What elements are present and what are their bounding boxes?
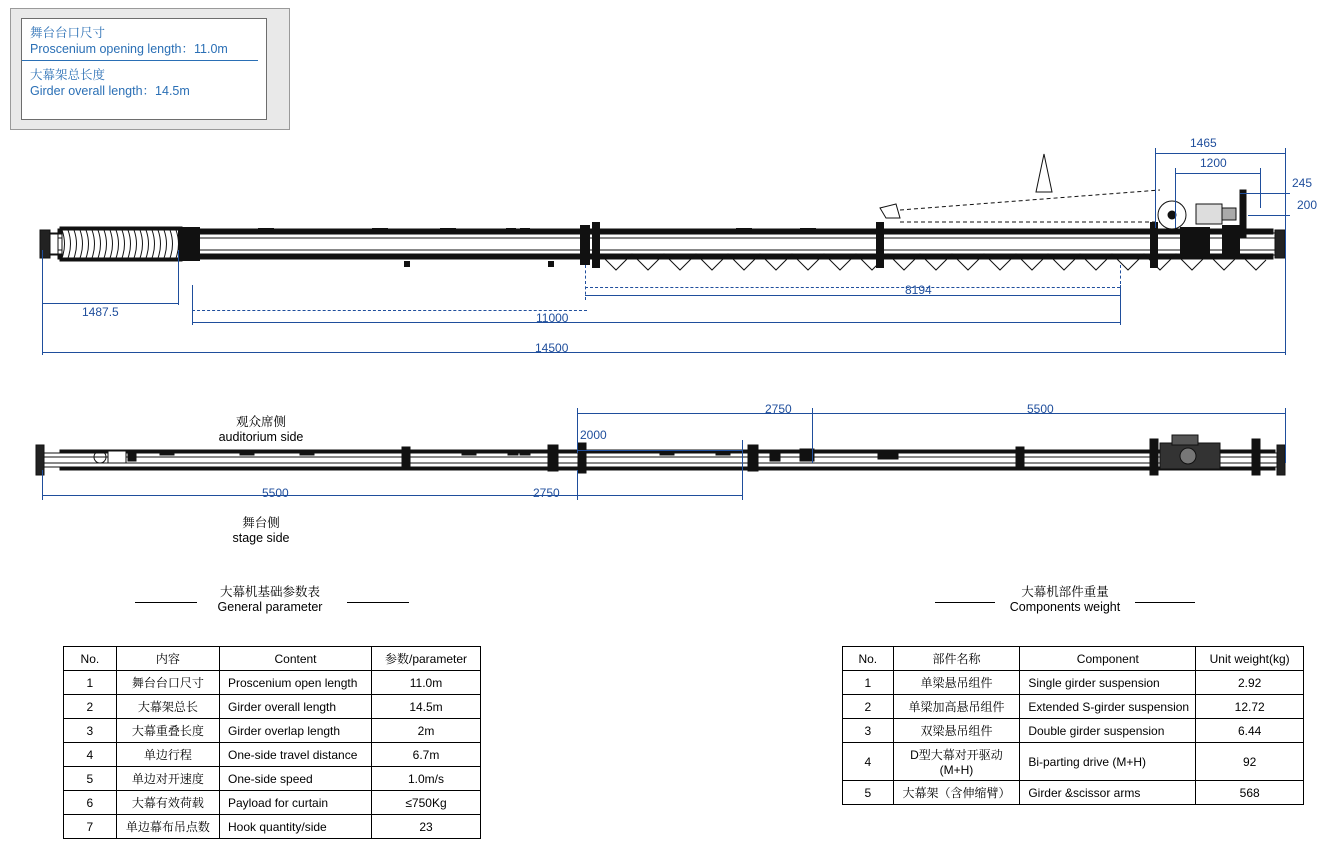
table-cell: Girder overall length [220, 695, 372, 719]
table-row [64, 743, 481, 767]
table-cell: Proscenium open length [220, 671, 372, 695]
dim-s2750b-tick-left [577, 408, 578, 453]
table-cell: Girder overlap length [220, 719, 372, 743]
dim-1487-tick-right [178, 250, 179, 305]
table-cell: 92 [1196, 743, 1304, 781]
table-cell: 单梁悬吊组件 [893, 671, 1020, 695]
table-cell: Bi-parting drive (M+H) [1020, 743, 1196, 781]
right-table-title-cn: 大幕机部件重量 [1021, 585, 1109, 599]
dim-1465-tick-left [1155, 148, 1156, 228]
dim-245-line [1240, 193, 1290, 194]
dim-14500-line [42, 352, 1285, 353]
table-cell: 11.0m [372, 671, 481, 695]
dim-245-label: 245 [1292, 176, 1313, 190]
left-title-rule-right [347, 602, 409, 603]
table-row [843, 671, 1304, 695]
left-table-title [205, 585, 335, 615]
dim-11000-ext [192, 310, 587, 311]
table-cell: 2 [64, 695, 117, 719]
table-cell: 1 [843, 671, 894, 695]
table-cell: 单梁加高悬吊组件 [893, 695, 1020, 719]
table-cell: One-side travel distance [220, 743, 372, 767]
stage-side-en: stage side [232, 531, 290, 545]
table-cell: 568 [1196, 781, 1304, 805]
table-cell: 5 [843, 781, 894, 805]
table-cell: One-side speed [220, 767, 372, 791]
dim-8194-tick-left [585, 265, 586, 300]
stage-side-cn: 舞台侧 [242, 516, 280, 530]
table-row [843, 719, 1304, 743]
table-row [64, 767, 481, 791]
table-cell: 大幕有效荷载 [116, 791, 219, 815]
dim-200-label: 200 [1297, 198, 1318, 212]
col-content-cn: 内容 [116, 647, 219, 671]
left-table-title-cn: 大幕机基础参数表 [219, 585, 320, 599]
table-row [843, 781, 1304, 805]
table-cell: Hook quantity/side [220, 815, 372, 839]
table-cell: 1 [64, 671, 117, 695]
dim-s5500b-label: 5500 [1027, 402, 1054, 416]
table-row [64, 671, 481, 695]
right-title-rule-right [1135, 602, 1195, 603]
dim-1465-label: 1465 [1190, 136, 1217, 150]
table-row [64, 695, 481, 719]
table-cell: ≤750Kg [372, 791, 481, 815]
dim-s2750-line [577, 495, 742, 496]
col-no: No. [843, 647, 894, 671]
dim-s2750-label: 2750 [533, 486, 560, 500]
dim-s5500-line [42, 495, 577, 496]
dim-11000-label: 11000 [536, 311, 569, 325]
dim-1200-tick-right [1260, 168, 1261, 208]
dim-14500-label: 14500 [535, 341, 569, 355]
dim-1487-label: 1487.5 [82, 305, 119, 319]
dim-1487-line [42, 303, 178, 304]
table-header-row [64, 647, 481, 671]
dim-14500-tick-left [42, 303, 43, 355]
table-cell: 单边幕布吊点数 [116, 815, 219, 839]
dim-s2750b-tick-right [812, 408, 813, 463]
table-cell: 双梁悬吊组件 [893, 719, 1020, 743]
table-cell: D型大幕对开驱动(M+H) [893, 743, 1020, 781]
table-cell: 单边行程 [116, 743, 219, 767]
girder-label-en: Girder overall length：14.5m [30, 84, 190, 98]
general-parameter-table [63, 646, 481, 839]
table-cell: 14.5m [372, 695, 481, 719]
col-component-cn: 部件名称 [893, 647, 1020, 671]
table-row [64, 719, 481, 743]
table-cell: 3 [64, 719, 117, 743]
table-cell: Double girder suspension [1020, 719, 1196, 743]
table-cell: 2.92 [1196, 671, 1304, 695]
girder-label-cn: 大幕架总长度 [30, 68, 106, 82]
stage-side-label [196, 516, 326, 546]
right-title-rule-left [935, 602, 995, 603]
proscenium-label-en: Proscenium opening length：11.0m [30, 42, 228, 56]
table-header-row [843, 647, 1304, 671]
auditorium-side-label [196, 415, 326, 445]
dim-11000-tick-left [192, 285, 193, 325]
dim-200-line [1248, 215, 1290, 216]
col-content-en: Content [220, 647, 372, 671]
dim-s2000-line [577, 450, 742, 451]
table-cell: Extended S-girder suspension [1020, 695, 1196, 719]
table-cell: 12.72 [1196, 695, 1304, 719]
table-cell: 大幕重叠长度 [116, 719, 219, 743]
table-cell: 舞台台口尺寸 [116, 671, 219, 695]
col-parameter: 参数/parameter [372, 647, 481, 671]
right-table-title [1000, 585, 1130, 615]
table-cell: 4 [64, 743, 117, 767]
left-table-title-en: General parameter [217, 600, 323, 614]
proscenium-label-cn: 舞台台口尺寸 [30, 26, 106, 40]
auditorium-side-cn: 观众席侧 [235, 415, 286, 429]
col-unit-weight: Unit weight(kg) [1196, 647, 1304, 671]
dim-1200-tick-left [1175, 168, 1176, 228]
dim-8194-label: 8194 [905, 283, 932, 297]
table-cell: 6.7m [372, 743, 481, 767]
table-cell: 大幕架（含伸缩臂） [893, 781, 1020, 805]
right-table-title-en: Components weight [1009, 600, 1121, 614]
dim-s5500-tick-left [42, 470, 43, 500]
table-cell: 7 [64, 815, 117, 839]
components-weight-table [842, 646, 1304, 805]
dim-s2750-tick-right [742, 440, 743, 500]
dim-s2000-label: 2000 [580, 428, 607, 442]
dim-1465-tick-right [1285, 148, 1286, 228]
dim-1200-line [1175, 173, 1260, 174]
table-cell: 1.0m/s [372, 767, 481, 791]
table-cell: 4 [843, 743, 894, 781]
dim-s5500-label: 5500 [262, 486, 289, 500]
dim-s5500b-tick-right [1285, 408, 1286, 463]
table-row [64, 791, 481, 815]
table-cell: 大幕架总长 [116, 695, 219, 719]
dim-11000-line [192, 322, 1120, 323]
table-cell: 3 [843, 719, 894, 743]
col-component-en: Component [1020, 647, 1196, 671]
dim-8194-line [585, 295, 1120, 296]
table-cell: 2m [372, 719, 481, 743]
info-divider [22, 60, 258, 61]
table-cell: 单边对开速度 [116, 767, 219, 791]
dim-14500-tick-right [1285, 228, 1286, 355]
table-cell: 6 [64, 791, 117, 815]
dim-1200-label: 1200 [1200, 156, 1227, 170]
col-no: No. [64, 647, 117, 671]
top-view-drawing [0, 130, 1333, 370]
left-title-rule-left [135, 602, 197, 603]
table-row [843, 743, 1304, 781]
table-cell: 2 [843, 695, 894, 719]
dim-11000-tick-right [1120, 285, 1121, 325]
info-box-inner [21, 18, 267, 120]
table-row [64, 815, 481, 839]
table-cell: 6.44 [1196, 719, 1304, 743]
table-cell: Girder &scissor arms [1020, 781, 1196, 805]
dim-s2750b-label: 2750 [765, 402, 792, 416]
table-cell: 23 [372, 815, 481, 839]
table-cell: 5 [64, 767, 117, 791]
auditorium-side-en: auditorium side [218, 430, 304, 444]
info-box [10, 8, 290, 130]
table-cell: Payload for curtain [220, 791, 372, 815]
dim-8194-ext [585, 287, 1120, 288]
table-row [843, 695, 1304, 719]
table-cell: Single girder suspension [1020, 671, 1196, 695]
dim-1465-line [1155, 153, 1285, 154]
